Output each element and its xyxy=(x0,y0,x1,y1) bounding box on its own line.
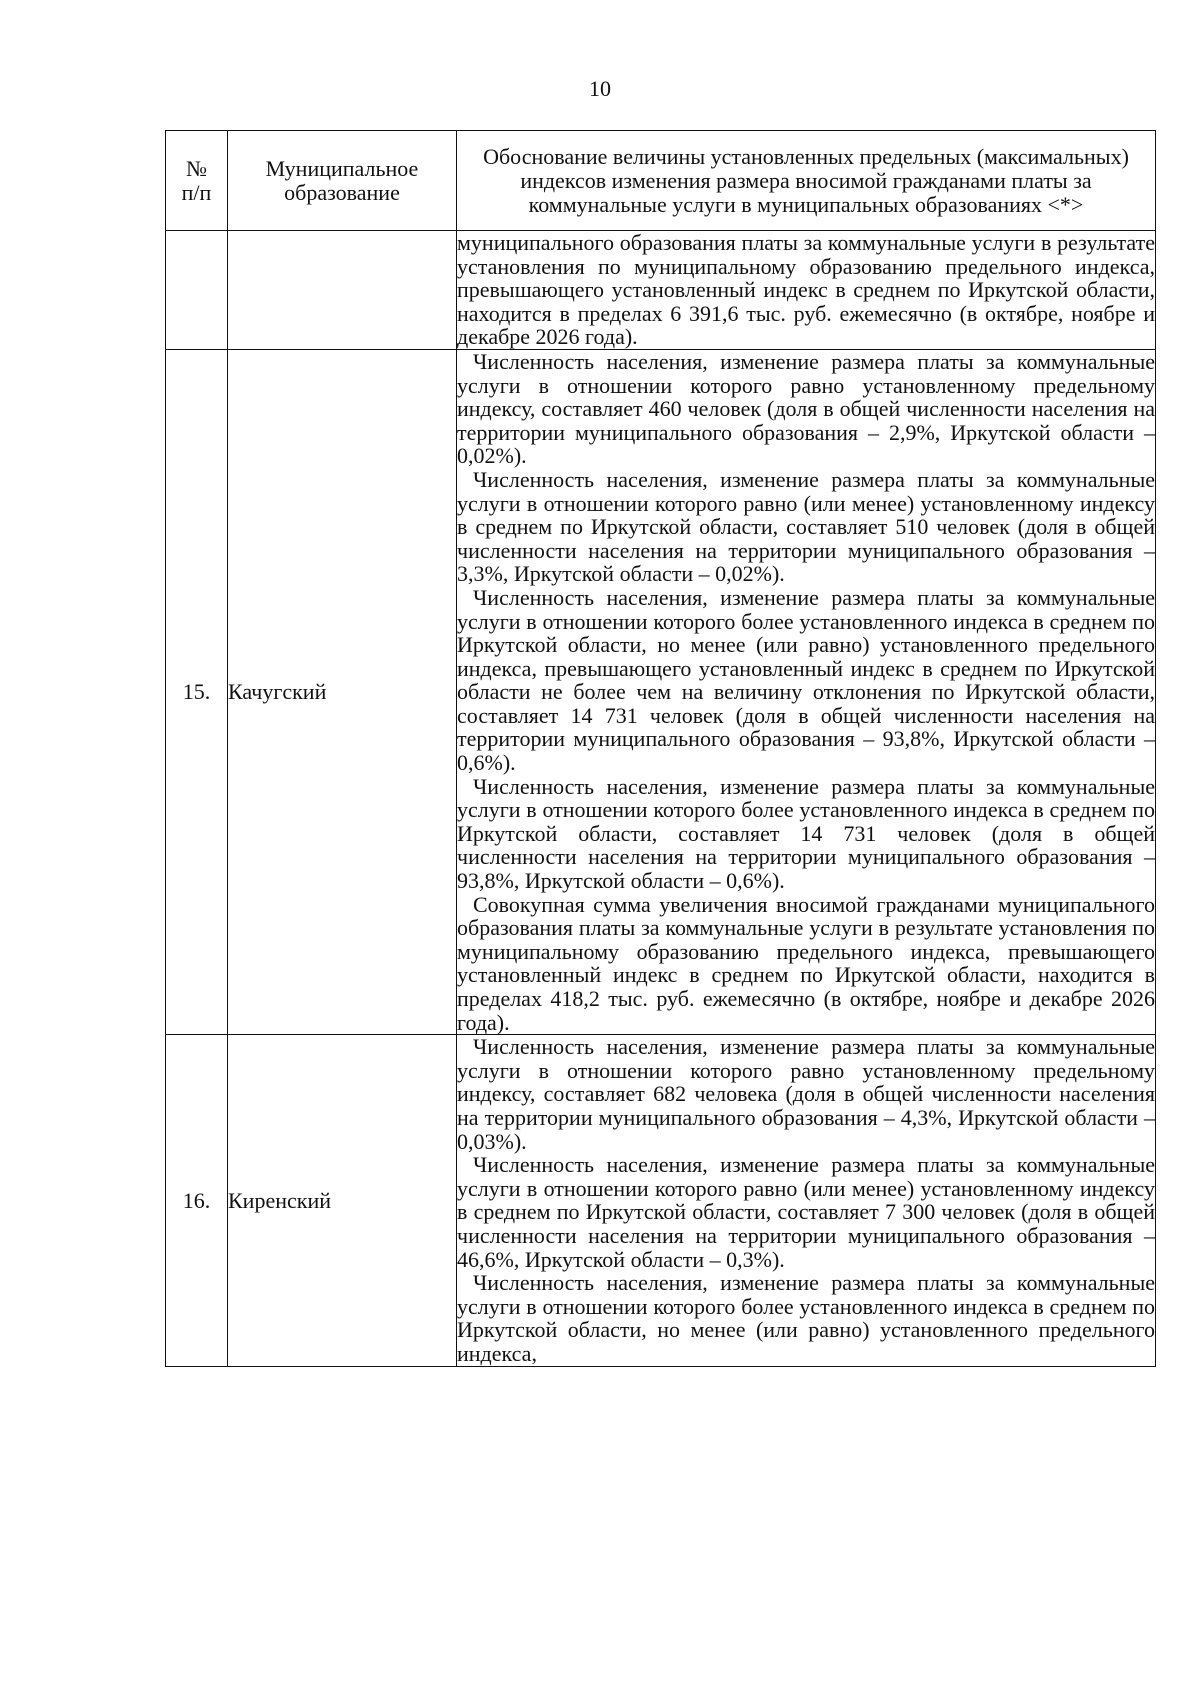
table-row xyxy=(166,349,1156,1034)
header-municipality-cell: Муниципальное образование xyxy=(228,131,457,231)
header-number-cell xyxy=(166,131,228,231)
table-row xyxy=(166,231,1156,350)
table-row xyxy=(166,1035,1156,1366)
justification-paragraph: Совокупная сумма увеличения вносимой гражданами муниципального образования платы за коммунальные услуги в результате установления по муниципальному образованию предельного индекса, превышающего установленный индекс в среднем по Иркутской области, находится в пределах 418,2 тыс. руб. ежемесячно (в октябре, ноябре и декабре 2026 года). xyxy=(457,891,1155,1035)
row-number xyxy=(166,231,228,350)
row-justification xyxy=(457,1035,1156,1366)
row-justification xyxy=(457,349,1156,1034)
table-body xyxy=(166,231,1156,1367)
header-number-sign: № xyxy=(186,155,207,181)
justification-paragraph: муниципального образования платы за коммунальные услуги в результате установления по муниципальному образованию предельного индекса, превышающего установленный индекс в среднем по Иркутской области, находится в пределах 6 391,6 тыс. руб. ежемесячно (в октябре, ноябре и декабре 2026 года). xyxy=(457,230,1155,350)
row-justification xyxy=(457,231,1156,350)
justification-paragraph: Численность населения, изменение размера платы за коммунальные услуги в отношении которого равно (или менее) установленному индексу в среднем по Иркутской области, составляет 7 300 человек (доля в общей численности населения на территории муниципального образования – 46,6%, Иркутской области – 0,3%). xyxy=(457,1152,1155,1272)
row-number: 16. xyxy=(166,1035,228,1366)
index-justification-table xyxy=(165,130,1156,1367)
row-number: 15. xyxy=(166,349,228,1034)
header-justification-cell: Обоснование величины установленных предельных (максимальных) индексов изменения размера вносимой гражданами платы за коммунальные услуги в муниципальных образованиях <*> xyxy=(457,131,1156,231)
justification-paragraph: Численность населения, изменение размера платы за коммунальные услуги в отношении которого равно установленному предельному индексу, составляет 682 человека (доля в общей численности населения на территории муниципального образования – 4,3%, Иркутской области – 0,03%). xyxy=(457,1034,1155,1154)
header-number-abbr: п/п xyxy=(181,179,212,205)
justification-paragraph: Численность населения, изменение размера платы за коммунальные услуги в отношении которого равно установленному предельному индексу, составляет 460 человек (доля в общей численности населения на территории муниципального образования – 2,9%, Иркутской области – 0,02%). xyxy=(457,348,1155,469)
table-header-row xyxy=(166,131,1156,231)
justification-paragraph: Численность населения, изменение размера платы за коммунальные услуги в отношении которого равно (или менее) установленному индексу в среднем по Иркутской области, составляет 510 человек (доля в общей численности населения на территории муниципального образования – 3,3%, Иркутской области – 0,02%). xyxy=(457,466,1155,587)
justification-paragraph: Численность населения, изменение размера платы за коммунальные услуги в отношении которого более установленного индекса в среднем по Иркутской области, но менее (или равно) установленного предельного индекса, xyxy=(457,1270,1155,1366)
page-number: 10 xyxy=(589,76,611,101)
justification-paragraph: Численность населения, изменение размера платы за коммунальные услуги в отношении которого более установленного индекса в среднем по Иркутской области, но менее (или равно) установленного предельного индекса, превышающего установленный индекс в среднем по Иркутской области не более чем на величину отклонения по Иркутской области, составляет 14 731 человек (доля в общей численности населения на территории муниципального образования – 93,8%, Иркутской области – 0,6%). xyxy=(457,584,1155,776)
row-municipality: Качугский xyxy=(228,349,457,1034)
justification-paragraph: Численность населения, изменение размера платы за коммунальные услуги в отношении которого более установленного индекса в среднем по Иркутской области, составляет 14 731 человек (доля в общей численности населения на территории муниципального образования – 93,8%, Иркутской области – 0,6%). xyxy=(457,773,1155,894)
row-municipality: Киренский xyxy=(228,1035,457,1366)
row-municipality xyxy=(228,231,457,350)
